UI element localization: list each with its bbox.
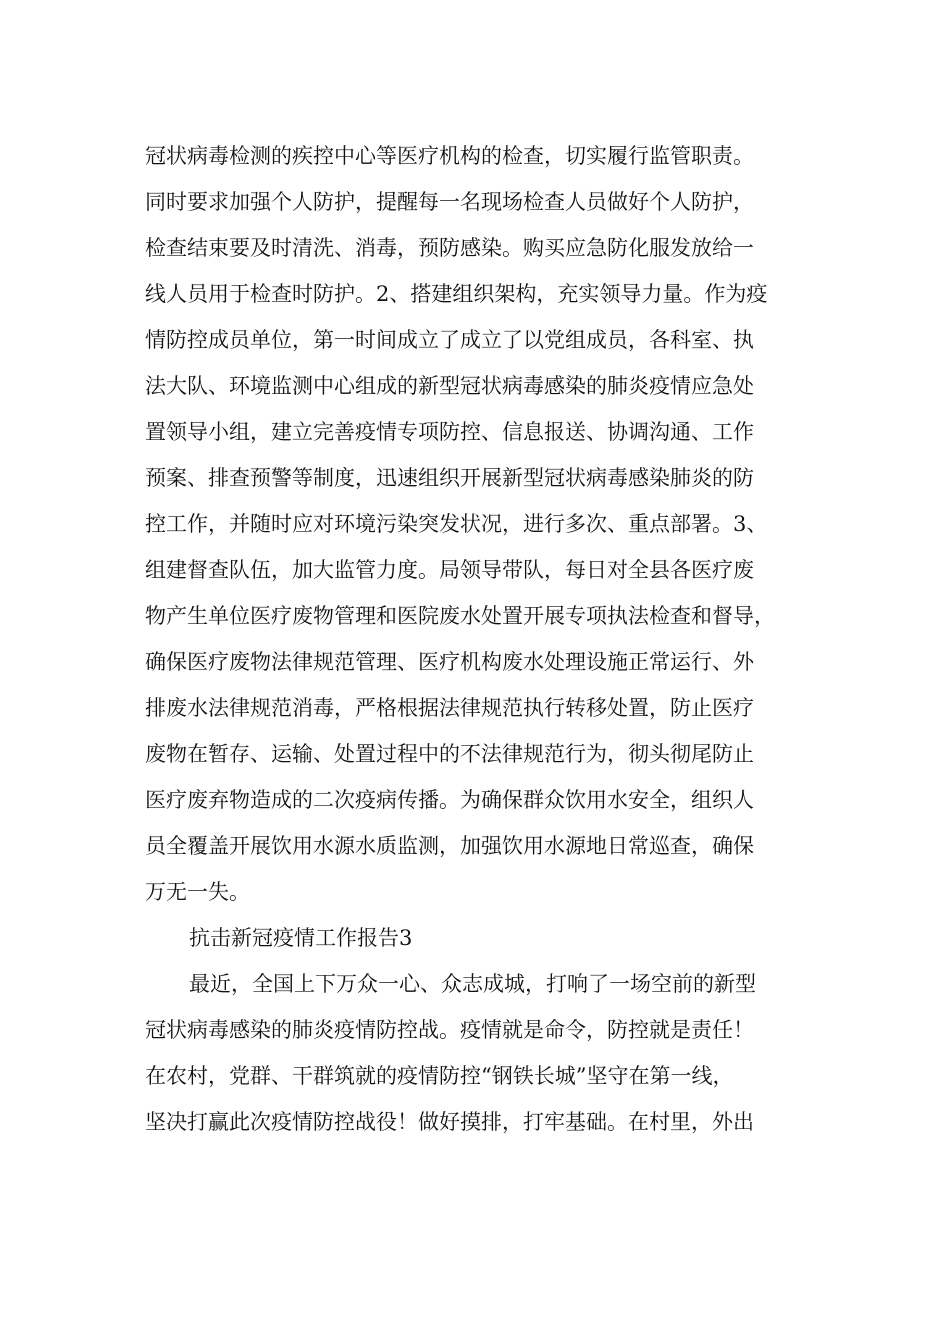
paragraph-line: 同时要求加强个人防护，提醒每一名现场检查人员做好个人防护，	[145, 190, 754, 214]
section-paragraph-line: 冠状病毒感染的肺炎疫情防控战。疫情就是命令，防控就是责任！	[145, 1018, 754, 1042]
paragraph-line: 员全覆盖开展饮用水源水质监测，加强饮用水源地日常巡查，确保	[145, 834, 754, 858]
paragraph-line: 线人员用于检查时防护。2、搭建组织架构，充实领导力量。作为疫	[145, 282, 768, 306]
paragraph-line: 组建督查队伍，加大监管力度。局领导带队，每日对全县各医疗废	[145, 558, 754, 582]
document-body	[145, 133, 825, 1145]
section-title: 抗击新冠疫情工作报告3	[189, 926, 413, 950]
paragraph-line: 法大队、环境监测中心组成的新型冠状病毒感染的肺炎疫情应急处	[145, 374, 754, 398]
paragraph-line: 确保医疗废物法律规范管理、医疗机构废水处理设施正常运行、外	[145, 650, 754, 674]
paragraph-line: 物产生单位医疗废物管理和医院废水处置开展专项执法检查和督导，	[145, 604, 775, 628]
paragraph-line: 废物在暂存、运输、处置过程中的不法律规范行为，彻头彻尾防止	[145, 742, 754, 766]
section-paragraph-line: 在农村，党群、干群筑就的疫情防控“钢铁长城”坚守在第一线，	[145, 1064, 734, 1088]
paragraph-line: 排废水法律规范消毒，严格根据法律规范执行转移处置，防止医疗	[145, 696, 754, 720]
paragraph-line: 万无一失。	[145, 880, 250, 904]
paragraph-line: 冠状病毒检测的疾控中心等医疗机构的检查，切实履行监管职责。	[145, 144, 754, 168]
paragraph-line: 检查结束要及时清洗、消毒，预防感染。购买应急防化服发放给一	[145, 236, 754, 260]
section-paragraph-line: 最近，全国上下万众一心、众志成城，打响了一场空前的新型	[189, 972, 756, 996]
paragraph-line: 情防控成员单位，第一时间成立了成立了以党组成员，各科室、执	[145, 328, 754, 352]
paragraph-line: 置领导小组，建立完善疫情专项防控、信息报送、协调沟通、工作	[145, 420, 754, 444]
paragraph-line: 医疗废弃物造成的二次疫病传播。为确保群众饮用水安全，组织人	[145, 788, 754, 812]
paragraph-line: 控工作，并随时应对环境污染突发状况，进行多次、重点部署。3、	[145, 512, 768, 536]
paragraph-line: 预案、排查预警等制度，迅速组织开展新型冠状病毒感染肺炎的防	[145, 466, 754, 490]
section-paragraph-line: 坚决打赢此次疫情防控战役！做好摸排，打牢基础。在村里，外出	[145, 1110, 754, 1134]
